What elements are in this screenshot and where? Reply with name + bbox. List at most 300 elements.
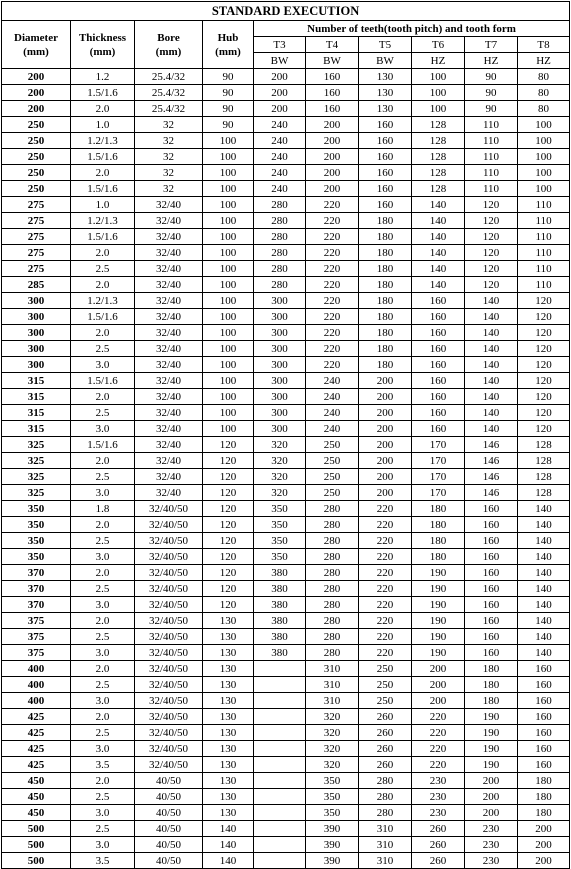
t4-cell: 220 bbox=[306, 357, 359, 373]
bore-cell: 32/40/50 bbox=[135, 533, 203, 549]
t4-cell: 160 bbox=[306, 101, 359, 117]
t5-cell: 280 bbox=[359, 805, 412, 821]
t5-cell: 160 bbox=[359, 165, 412, 181]
t8-cell: 160 bbox=[518, 709, 570, 725]
t7-cell: 190 bbox=[465, 709, 518, 725]
t6-cell: 160 bbox=[412, 389, 465, 405]
t3-cell: 240 bbox=[254, 133, 306, 149]
diameter-cell: 275 bbox=[2, 261, 71, 277]
bore-cell: 32 bbox=[135, 181, 203, 197]
t5-cell: 180 bbox=[359, 213, 412, 229]
hub-cell: 100 bbox=[203, 261, 254, 277]
diameter-cell: 200 bbox=[2, 85, 71, 101]
t8-cell: 120 bbox=[518, 325, 570, 341]
t7-cell: 120 bbox=[465, 213, 518, 229]
t3-cell: 200 bbox=[254, 69, 306, 85]
table-row bbox=[2, 661, 570, 677]
t6-cell: 128 bbox=[412, 149, 465, 165]
t3-cell bbox=[254, 837, 306, 853]
t4-cell: 280 bbox=[306, 581, 359, 597]
t5-cell: 200 bbox=[359, 373, 412, 389]
t7-cell: 110 bbox=[465, 181, 518, 197]
t3-cell: 320 bbox=[254, 485, 306, 501]
bore-cell: 32/40/50 bbox=[135, 645, 203, 661]
bore-cell: 32/40 bbox=[135, 357, 203, 373]
bore-cell: 32/40 bbox=[135, 437, 203, 453]
thickness-cell: 1.5/1.6 bbox=[71, 309, 135, 325]
table-body bbox=[2, 69, 570, 869]
table-row bbox=[2, 133, 570, 149]
t8-cell: 160 bbox=[518, 661, 570, 677]
t8-cell: 110 bbox=[518, 213, 570, 229]
t7-cell: 190 bbox=[465, 757, 518, 773]
table-row bbox=[2, 469, 570, 485]
header-teeth-group: Number of teeth(tooth pitch) and tooth form bbox=[254, 21, 570, 37]
t3-cell: 280 bbox=[254, 197, 306, 213]
t7-cell: 160 bbox=[465, 613, 518, 629]
bore-cell: 25.4/32 bbox=[135, 85, 203, 101]
thickness-cell: 1.2/1.3 bbox=[71, 213, 135, 229]
t8-cell: 200 bbox=[518, 821, 570, 837]
hub-cell: 130 bbox=[203, 677, 254, 693]
bore-cell: 32/40 bbox=[135, 213, 203, 229]
diameter-cell: 315 bbox=[2, 373, 71, 389]
thickness-cell: 1.5/1.6 bbox=[71, 373, 135, 389]
thickness-cell: 3.0 bbox=[71, 485, 135, 501]
table-row bbox=[2, 533, 570, 549]
bore-cell: 32/40 bbox=[135, 277, 203, 293]
thickness-cell: 2.5 bbox=[71, 469, 135, 485]
t5-cell: 220 bbox=[359, 629, 412, 645]
t6-cell: 190 bbox=[412, 581, 465, 597]
hub-cell: 100 bbox=[203, 325, 254, 341]
t8-cell: 200 bbox=[518, 837, 570, 853]
bore-cell: 32/40/50 bbox=[135, 741, 203, 757]
bore-cell: 32/40/50 bbox=[135, 661, 203, 677]
hub-cell: 100 bbox=[203, 389, 254, 405]
t8-cell: 80 bbox=[518, 69, 570, 85]
table-row bbox=[2, 197, 570, 213]
hub-cell: 100 bbox=[203, 229, 254, 245]
t3-cell: 320 bbox=[254, 453, 306, 469]
hub-cell: 130 bbox=[203, 629, 254, 645]
t5-cell: 220 bbox=[359, 533, 412, 549]
t3-cell bbox=[254, 677, 306, 693]
bore-cell: 40/50 bbox=[135, 837, 203, 853]
bore-cell: 40/50 bbox=[135, 773, 203, 789]
thickness-cell: 2.5 bbox=[71, 821, 135, 837]
t4-cell: 350 bbox=[306, 805, 359, 821]
t6-cell: 140 bbox=[412, 213, 465, 229]
diameter-cell: 370 bbox=[2, 597, 71, 613]
t7-cell: 140 bbox=[465, 309, 518, 325]
t6-cell: 190 bbox=[412, 645, 465, 661]
t7-cell: 110 bbox=[465, 133, 518, 149]
t6-cell: 140 bbox=[412, 261, 465, 277]
t3-cell: 300 bbox=[254, 341, 306, 357]
t7-cell: 110 bbox=[465, 149, 518, 165]
diameter-cell: 200 bbox=[2, 69, 71, 85]
hub-cell: 100 bbox=[203, 197, 254, 213]
t7-cell: 160 bbox=[465, 565, 518, 581]
table-row bbox=[2, 181, 570, 197]
bore-cell: 32/40/50 bbox=[135, 725, 203, 741]
t6-cell: 200 bbox=[412, 677, 465, 693]
t8-cell: 100 bbox=[518, 149, 570, 165]
diameter-cell: 350 bbox=[2, 501, 71, 517]
t3-cell bbox=[254, 709, 306, 725]
hub-cell: 130 bbox=[203, 709, 254, 725]
bore-cell: 32/40/50 bbox=[135, 581, 203, 597]
t3-cell: 300 bbox=[254, 373, 306, 389]
t7-cell: 110 bbox=[465, 117, 518, 133]
header-tooth-code: T6 bbox=[412, 37, 465, 53]
diameter-cell: 250 bbox=[2, 165, 71, 181]
t8-cell: 200 bbox=[518, 853, 570, 869]
t4-cell: 220 bbox=[306, 245, 359, 261]
t4-cell: 220 bbox=[306, 293, 359, 309]
t8-cell: 180 bbox=[518, 805, 570, 821]
diameter-cell: 425 bbox=[2, 741, 71, 757]
bore-cell: 32/40/50 bbox=[135, 597, 203, 613]
t8-cell: 140 bbox=[518, 613, 570, 629]
t8-cell: 80 bbox=[518, 85, 570, 101]
header-tooth-form: BW bbox=[254, 53, 306, 69]
thickness-cell: 2.5 bbox=[71, 533, 135, 549]
table-title: STANDARD EXECUTION bbox=[2, 2, 570, 21]
hub-cell: 100 bbox=[203, 277, 254, 293]
t4-cell: 390 bbox=[306, 837, 359, 853]
thickness-cell: 2.5 bbox=[71, 789, 135, 805]
diameter-cell: 315 bbox=[2, 421, 71, 437]
t5-cell: 220 bbox=[359, 549, 412, 565]
thickness-cell: 2.0 bbox=[71, 709, 135, 725]
hub-cell: 100 bbox=[203, 309, 254, 325]
t4-cell: 280 bbox=[306, 629, 359, 645]
table-row bbox=[2, 709, 570, 725]
t5-cell: 180 bbox=[359, 309, 412, 325]
t8-cell: 128 bbox=[518, 485, 570, 501]
t3-cell bbox=[254, 821, 306, 837]
t6-cell: 160 bbox=[412, 405, 465, 421]
table-row bbox=[2, 69, 570, 85]
bore-cell: 32/40/50 bbox=[135, 677, 203, 693]
header-tooth-code: T4 bbox=[306, 37, 359, 53]
t7-cell: 140 bbox=[465, 389, 518, 405]
t6-cell: 160 bbox=[412, 309, 465, 325]
t5-cell: 130 bbox=[359, 69, 412, 85]
bore-cell: 32/40 bbox=[135, 245, 203, 261]
t6-cell: 170 bbox=[412, 469, 465, 485]
thickness-cell: 2.5 bbox=[71, 629, 135, 645]
t7-cell: 160 bbox=[465, 597, 518, 613]
t5-cell: 160 bbox=[359, 181, 412, 197]
t6-cell: 160 bbox=[412, 293, 465, 309]
header-tooth-form: BW bbox=[359, 53, 412, 69]
t4-cell: 160 bbox=[306, 69, 359, 85]
header-tooth-code: T5 bbox=[359, 37, 412, 53]
table-row bbox=[2, 149, 570, 165]
t3-cell: 300 bbox=[254, 293, 306, 309]
thickness-cell: 2.0 bbox=[71, 325, 135, 341]
t4-cell: 350 bbox=[306, 773, 359, 789]
t4-cell: 310 bbox=[306, 661, 359, 677]
bore-cell: 32/40/50 bbox=[135, 613, 203, 629]
hub-cell: 130 bbox=[203, 789, 254, 805]
t6-cell: 230 bbox=[412, 789, 465, 805]
t8-cell: 160 bbox=[518, 677, 570, 693]
t5-cell: 260 bbox=[359, 725, 412, 741]
t3-cell: 200 bbox=[254, 85, 306, 101]
t4-cell: 240 bbox=[306, 373, 359, 389]
t7-cell: 180 bbox=[465, 693, 518, 709]
t4-cell: 250 bbox=[306, 469, 359, 485]
thickness-cell: 2.0 bbox=[71, 517, 135, 533]
t3-cell: 300 bbox=[254, 405, 306, 421]
t5-cell: 280 bbox=[359, 773, 412, 789]
hub-cell: 120 bbox=[203, 549, 254, 565]
t7-cell: 230 bbox=[465, 821, 518, 837]
hub-cell: 130 bbox=[203, 725, 254, 741]
table-row bbox=[2, 597, 570, 613]
t8-cell: 160 bbox=[518, 725, 570, 741]
t8-cell: 120 bbox=[518, 357, 570, 373]
t3-cell: 280 bbox=[254, 213, 306, 229]
t6-cell: 220 bbox=[412, 709, 465, 725]
table-row bbox=[2, 629, 570, 645]
thickness-cell: 2.5 bbox=[71, 405, 135, 421]
t8-cell: 140 bbox=[518, 533, 570, 549]
thickness-cell: 1.2/1.3 bbox=[71, 293, 135, 309]
table-row bbox=[2, 325, 570, 341]
t6-cell: 128 bbox=[412, 165, 465, 181]
thickness-cell: 3.5 bbox=[71, 757, 135, 773]
t4-cell: 200 bbox=[306, 133, 359, 149]
diameter-cell: 400 bbox=[2, 677, 71, 693]
hub-cell: 130 bbox=[203, 805, 254, 821]
t6-cell: 160 bbox=[412, 325, 465, 341]
table-row bbox=[2, 437, 570, 453]
header-tooth-form: BW bbox=[306, 53, 359, 69]
hub-cell: 120 bbox=[203, 437, 254, 453]
thickness-cell: 2.5 bbox=[71, 677, 135, 693]
t5-cell: 220 bbox=[359, 517, 412, 533]
bore-cell: 32 bbox=[135, 165, 203, 181]
t7-cell: 120 bbox=[465, 277, 518, 293]
table-row bbox=[2, 117, 570, 133]
t5-cell: 180 bbox=[359, 277, 412, 293]
t7-cell: 160 bbox=[465, 629, 518, 645]
t4-cell: 250 bbox=[306, 485, 359, 501]
t4-cell: 200 bbox=[306, 117, 359, 133]
hub-cell: 130 bbox=[203, 661, 254, 677]
diameter-cell: 350 bbox=[2, 517, 71, 533]
t6-cell: 180 bbox=[412, 549, 465, 565]
t3-cell: 350 bbox=[254, 501, 306, 517]
t7-cell: 120 bbox=[465, 229, 518, 245]
diameter-cell: 275 bbox=[2, 245, 71, 261]
t5-cell: 130 bbox=[359, 101, 412, 117]
t8-cell: 100 bbox=[518, 165, 570, 181]
hub-cell: 140 bbox=[203, 837, 254, 853]
bore-cell: 32/40 bbox=[135, 469, 203, 485]
hub-cell: 130 bbox=[203, 693, 254, 709]
t8-cell: 140 bbox=[518, 501, 570, 517]
t6-cell: 128 bbox=[412, 181, 465, 197]
diameter-cell: 400 bbox=[2, 693, 71, 709]
bore-cell: 32 bbox=[135, 149, 203, 165]
thickness-cell: 2.5 bbox=[71, 725, 135, 741]
t4-cell: 280 bbox=[306, 645, 359, 661]
table-row bbox=[2, 821, 570, 837]
t8-cell: 128 bbox=[518, 469, 570, 485]
t7-cell: 90 bbox=[465, 101, 518, 117]
hub-cell: 130 bbox=[203, 741, 254, 757]
t8-cell: 100 bbox=[518, 133, 570, 149]
diameter-cell: 500 bbox=[2, 853, 71, 869]
t3-cell: 300 bbox=[254, 357, 306, 373]
t7-cell: 120 bbox=[465, 197, 518, 213]
t6-cell: 128 bbox=[412, 133, 465, 149]
diameter-cell: 425 bbox=[2, 725, 71, 741]
t7-cell: 180 bbox=[465, 677, 518, 693]
t6-cell: 160 bbox=[412, 421, 465, 437]
bore-cell: 40/50 bbox=[135, 789, 203, 805]
t7-cell: 140 bbox=[465, 421, 518, 437]
diameter-cell: 500 bbox=[2, 837, 71, 853]
t6-cell: 140 bbox=[412, 229, 465, 245]
table-row bbox=[2, 373, 570, 389]
t8-cell: 110 bbox=[518, 277, 570, 293]
diameter-cell: 325 bbox=[2, 437, 71, 453]
thickness-cell: 3.0 bbox=[71, 693, 135, 709]
hub-cell: 120 bbox=[203, 597, 254, 613]
t3-cell bbox=[254, 805, 306, 821]
t3-cell: 380 bbox=[254, 565, 306, 581]
t7-cell: 160 bbox=[465, 645, 518, 661]
bore-cell: 32/40 bbox=[135, 421, 203, 437]
t6-cell: 160 bbox=[412, 373, 465, 389]
t3-cell: 380 bbox=[254, 629, 306, 645]
bore-cell: 32/40 bbox=[135, 389, 203, 405]
thickness-cell: 2.0 bbox=[71, 101, 135, 117]
thickness-cell: 1.5/1.6 bbox=[71, 85, 135, 101]
diameter-cell: 250 bbox=[2, 181, 71, 197]
t4-cell: 220 bbox=[306, 341, 359, 357]
t8-cell: 120 bbox=[518, 341, 570, 357]
t8-cell: 140 bbox=[518, 517, 570, 533]
t4-cell: 220 bbox=[306, 325, 359, 341]
table-row bbox=[2, 277, 570, 293]
thickness-cell: 2.0 bbox=[71, 565, 135, 581]
hub-cell: 120 bbox=[203, 517, 254, 533]
t8-cell: 120 bbox=[518, 293, 570, 309]
diameter-cell: 325 bbox=[2, 453, 71, 469]
t5-cell: 200 bbox=[359, 389, 412, 405]
t3-cell: 240 bbox=[254, 149, 306, 165]
diameter-cell: 250 bbox=[2, 133, 71, 149]
t4-cell: 350 bbox=[306, 789, 359, 805]
table-row bbox=[2, 485, 570, 501]
table-row bbox=[2, 613, 570, 629]
table-row bbox=[2, 773, 570, 789]
t3-cell: 300 bbox=[254, 325, 306, 341]
t4-cell: 220 bbox=[306, 277, 359, 293]
t4-cell: 280 bbox=[306, 533, 359, 549]
t7-cell: 230 bbox=[465, 837, 518, 853]
t7-cell: 200 bbox=[465, 789, 518, 805]
t4-cell: 280 bbox=[306, 613, 359, 629]
t7-cell: 160 bbox=[465, 581, 518, 597]
t4-cell: 220 bbox=[306, 213, 359, 229]
hub-cell: 100 bbox=[203, 165, 254, 181]
t5-cell: 310 bbox=[359, 837, 412, 853]
thickness-cell: 1.5/1.6 bbox=[71, 149, 135, 165]
t8-cell: 140 bbox=[518, 629, 570, 645]
diameter-cell: 250 bbox=[2, 149, 71, 165]
t6-cell: 200 bbox=[412, 661, 465, 677]
t4-cell: 280 bbox=[306, 597, 359, 613]
table-row bbox=[2, 725, 570, 741]
bore-cell: 40/50 bbox=[135, 853, 203, 869]
bore-cell: 32 bbox=[135, 133, 203, 149]
diameter-cell: 375 bbox=[2, 645, 71, 661]
thickness-cell: 1.0 bbox=[71, 197, 135, 213]
t4-cell: 220 bbox=[306, 309, 359, 325]
diameter-cell: 350 bbox=[2, 549, 71, 565]
t8-cell: 120 bbox=[518, 421, 570, 437]
header-tooth-code: T3 bbox=[254, 37, 306, 53]
hub-cell: 120 bbox=[203, 581, 254, 597]
table-row bbox=[2, 741, 570, 757]
diameter-cell: 300 bbox=[2, 341, 71, 357]
t8-cell: 140 bbox=[518, 597, 570, 613]
bore-cell: 32/40/50 bbox=[135, 757, 203, 773]
t5-cell: 220 bbox=[359, 645, 412, 661]
table-row bbox=[2, 565, 570, 581]
bore-cell: 32/40 bbox=[135, 453, 203, 469]
t6-cell: 200 bbox=[412, 693, 465, 709]
t4-cell: 220 bbox=[306, 229, 359, 245]
t6-cell: 140 bbox=[412, 197, 465, 213]
table-row bbox=[2, 693, 570, 709]
t3-cell: 280 bbox=[254, 229, 306, 245]
t7-cell: 190 bbox=[465, 741, 518, 757]
thickness-cell: 3.5 bbox=[71, 853, 135, 869]
diameter-cell: 325 bbox=[2, 469, 71, 485]
thickness-cell: 3.0 bbox=[71, 805, 135, 821]
hub-cell: 120 bbox=[203, 501, 254, 517]
bore-cell: 32/40 bbox=[135, 405, 203, 421]
diameter-cell: 400 bbox=[2, 661, 71, 677]
t3-cell bbox=[254, 853, 306, 869]
header-tooth-form: HZ bbox=[465, 53, 518, 69]
t8-cell: 100 bbox=[518, 117, 570, 133]
bore-cell: 32/40/50 bbox=[135, 693, 203, 709]
t3-cell: 380 bbox=[254, 597, 306, 613]
t8-cell: 110 bbox=[518, 197, 570, 213]
diameter-cell: 450 bbox=[2, 805, 71, 821]
hub-cell: 120 bbox=[203, 533, 254, 549]
bore-cell: 40/50 bbox=[135, 821, 203, 837]
hub-cell: 100 bbox=[203, 421, 254, 437]
thickness-cell: 1.2 bbox=[71, 69, 135, 85]
thickness-cell: 3.0 bbox=[71, 549, 135, 565]
t4-cell: 240 bbox=[306, 405, 359, 421]
table-row bbox=[2, 501, 570, 517]
t3-cell: 380 bbox=[254, 613, 306, 629]
t7-cell: 140 bbox=[465, 293, 518, 309]
